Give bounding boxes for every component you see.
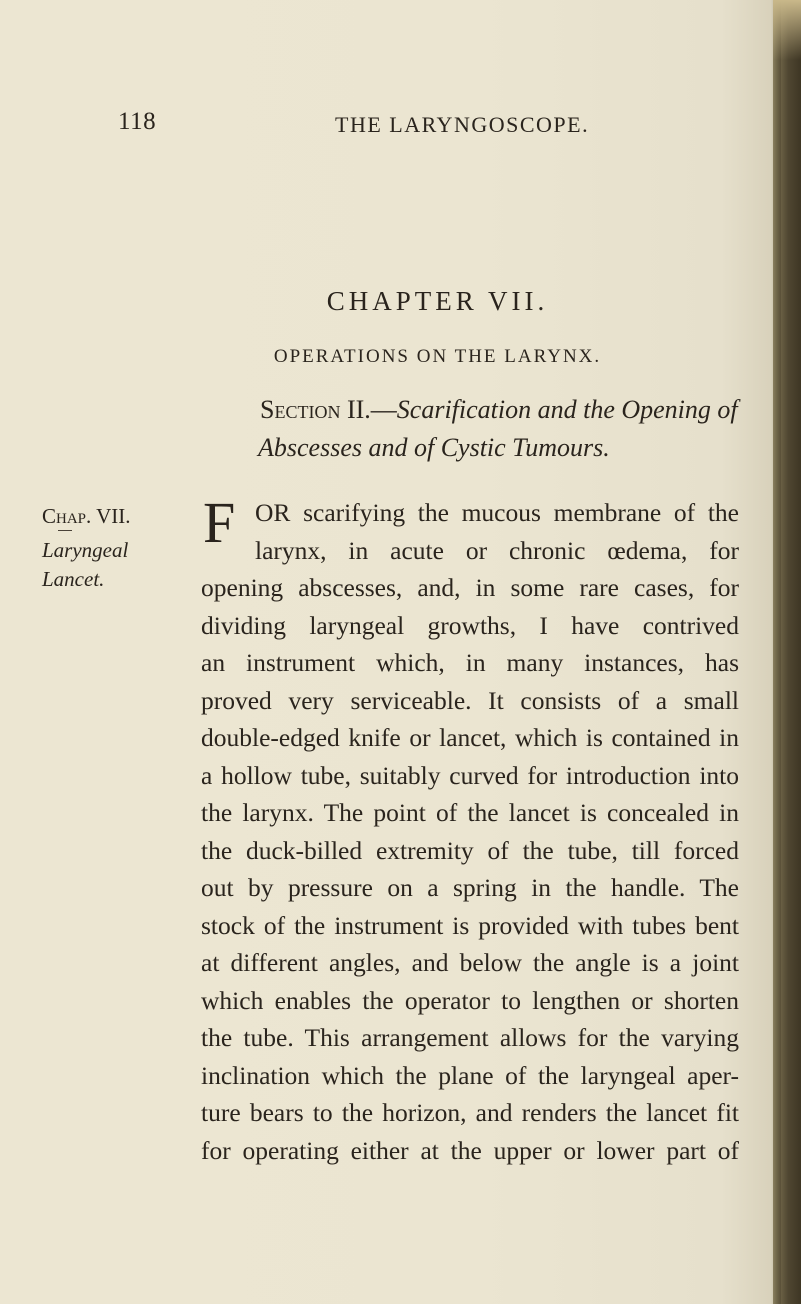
body-line: at different angles, and below the angle is a joint — [201, 948, 739, 977]
body-paragraph — [201, 490, 739, 1169]
margin-note-line2: Lancet. — [42, 567, 105, 591]
body-line: inclination which the plane of the laryngeal aper- — [201, 1060, 739, 1090]
section-number: II. — [346, 395, 371, 424]
body-line: OR scarifying the mucous membrane of the — [255, 498, 739, 527]
section-title-line2: Abscesses and of Cystic Tumours. — [258, 433, 610, 462]
margin-note-line1: Laryngeal — [42, 538, 129, 562]
body-line: dividing laryngeal growths, I have contrived — [201, 610, 739, 640]
body-line: a hollow tube, suitably curved for introduction into — [201, 760, 739, 790]
body-line: double-edged knife or lancet, which is contained in — [201, 723, 739, 752]
section-heading-line1: Section II.—Scarification and the Opening of — [260, 395, 738, 424]
body-line: proved very serviceable. It consists of a small — [201, 685, 739, 715]
body-line: an instrument which, in many instances, has — [201, 648, 739, 677]
body-line: ture bears to the horizon, and renders the lancet fit — [201, 1098, 739, 1127]
body-line: stock of the instrument is provided with tubes bent — [201, 910, 739, 940]
body-line: the larynx. The point of the lancet is concealed in — [201, 798, 739, 827]
body-line: the duck-billed extremity of the tube, till forced — [201, 835, 739, 865]
running-head — [0, 108, 801, 148]
chapter-subheading: OPERATIONS ON THE LARYNX. — [273, 346, 602, 367]
drop-cap: F — [203, 490, 236, 555]
body-line: out by pressure on a spring in the handle. The — [201, 873, 739, 902]
running-title: THE LARYNGOSCOPE. — [335, 112, 590, 137]
body-line: which enables the operator to lengthen or shorten — [201, 985, 739, 1015]
body-line: the tube. This arrangement allows for the varying — [201, 1023, 739, 1052]
page-edge-gradient — [771, 0, 781, 1304]
margin-note-chapter — [42, 504, 131, 529]
page-edge-top — [773, 0, 801, 60]
section-title-line1: Scarification and the Opening of — [396, 395, 738, 424]
body-line: opening abscesses, and, in some rare cases, for — [201, 573, 739, 602]
page-number: 118 — [118, 108, 157, 135]
body-line: for operating either at the upper or lower part of — [201, 1135, 739, 1165]
section-label: Section — [260, 395, 341, 424]
body-line: larynx, in acute or chronic œdema, for — [255, 535, 739, 565]
margin-note-rule — [58, 530, 72, 531]
margin-note-chap-text: Chap. VII. — [42, 504, 131, 528]
chapter-heading: CHAPTER VII. — [326, 286, 549, 316]
